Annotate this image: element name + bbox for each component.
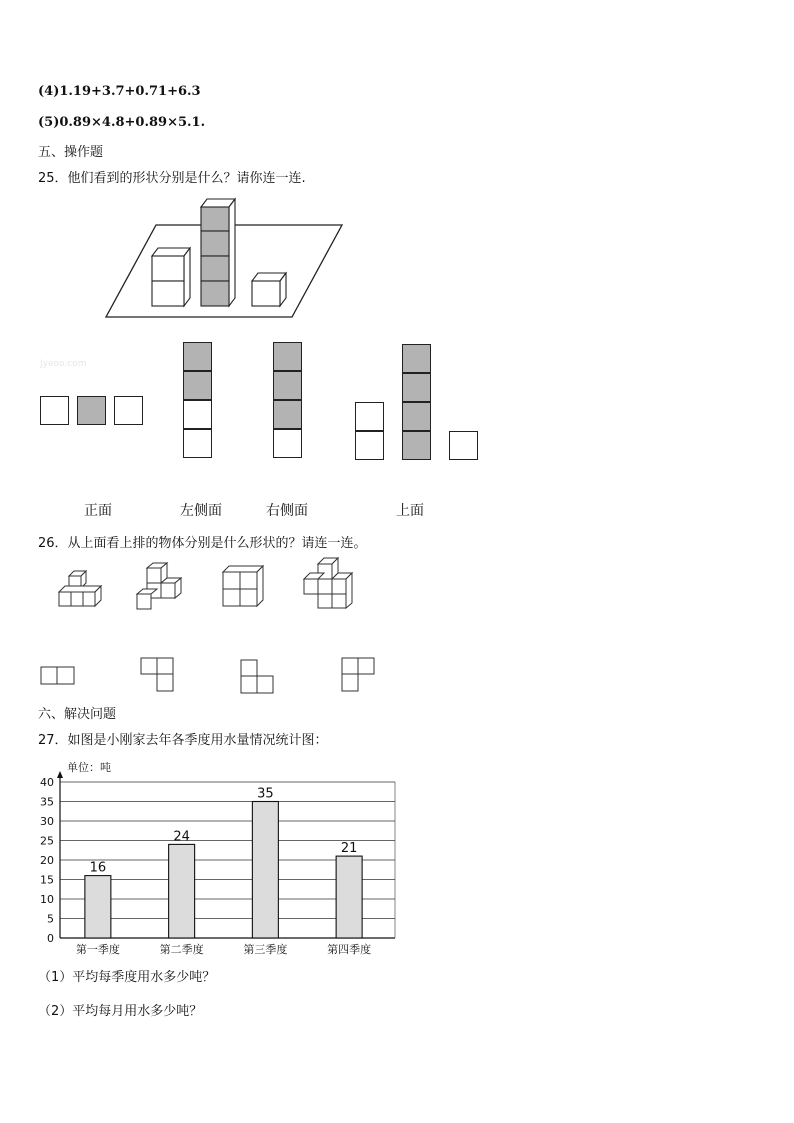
question-27: 27．如图是小刚家去年各季度用水量情况统计图： — [38, 733, 328, 748]
sub-question-2: （2）平均每月用水多少吨？ — [38, 1004, 203, 1019]
y-axis-arrow — [57, 771, 63, 778]
q26-solid-1[interactable] — [55, 570, 107, 610]
q26-top-view-1[interactable] — [40, 666, 76, 686]
y-tick-label: 15 — [40, 873, 54, 887]
q26-top-view-3[interactable] — [240, 659, 276, 695]
y-tick-label: 25 — [40, 834, 54, 848]
section-six-title: 六、解决问题 — [38, 707, 117, 722]
problem-5: (5)0.89×4.8+0.89×5.1. — [38, 115, 206, 130]
left-stack-cubes — [152, 248, 190, 306]
water-usage-bar-chart — [30, 755, 410, 960]
question-26: 26．从上面看上排的物体分别是什么形状的？请连一连。 — [38, 536, 367, 551]
view-label-front[interactable]: 正面 — [84, 503, 112, 519]
y-tick-label: 20 — [40, 854, 54, 867]
bar-value-label: 35 — [257, 786, 274, 802]
y-tick-label: 30 — [40, 815, 54, 828]
y-tick-label: 0 — [47, 932, 54, 945]
q26-solid-4[interactable] — [300, 557, 356, 609]
single-cube — [252, 273, 286, 306]
bar-value-label: 24 — [173, 829, 190, 845]
q25-3d-figure — [100, 195, 350, 323]
bar-1 — [85, 876, 111, 938]
y-tick-label: 5 — [47, 912, 54, 926]
chart-unit-label: 单位：吨 — [67, 761, 111, 774]
watermark: Jyeoo.com — [40, 359, 87, 369]
x-category-label: 第三季度 — [243, 943, 288, 956]
problem-4: (4)1.19+3.7+0.71+6.3 — [38, 84, 201, 99]
y-tick-label: 35 — [40, 795, 54, 809]
y-tick-label: 10 — [40, 893, 54, 906]
view-label-right[interactable]: 右侧面 — [266, 503, 308, 519]
bar-4 — [336, 856, 362, 938]
y-tick-label: 40 — [40, 776, 54, 789]
q26-top-view-2[interactable] — [140, 657, 176, 693]
bar-value-label: 16 — [89, 860, 107, 876]
sub-question-1: （1）平均每季度用水多少吨？ — [38, 970, 216, 985]
section-five-title: 五、操作题 — [38, 145, 104, 160]
question-25: 25．他们看到的形状分别是什么？请你连一连. — [38, 171, 306, 186]
bar-2 — [169, 844, 195, 938]
view-label-top[interactable]: 上面 — [396, 503, 424, 519]
q26-solid-3[interactable] — [220, 562, 270, 610]
bar-value-label: 21 — [340, 841, 358, 857]
bar-3 — [252, 802, 278, 939]
q26-solid-2[interactable] — [135, 562, 189, 612]
middle-stack-cubes — [201, 199, 235, 306]
x-category-label: 第四季度 — [327, 943, 372, 956]
q26-top-view-4[interactable] — [341, 657, 377, 693]
view-label-left[interactable]: 左侧面 — [180, 503, 222, 519]
x-category-label: 第二季度 — [159, 943, 204, 956]
x-category-label: 第一季度 — [75, 943, 120, 956]
